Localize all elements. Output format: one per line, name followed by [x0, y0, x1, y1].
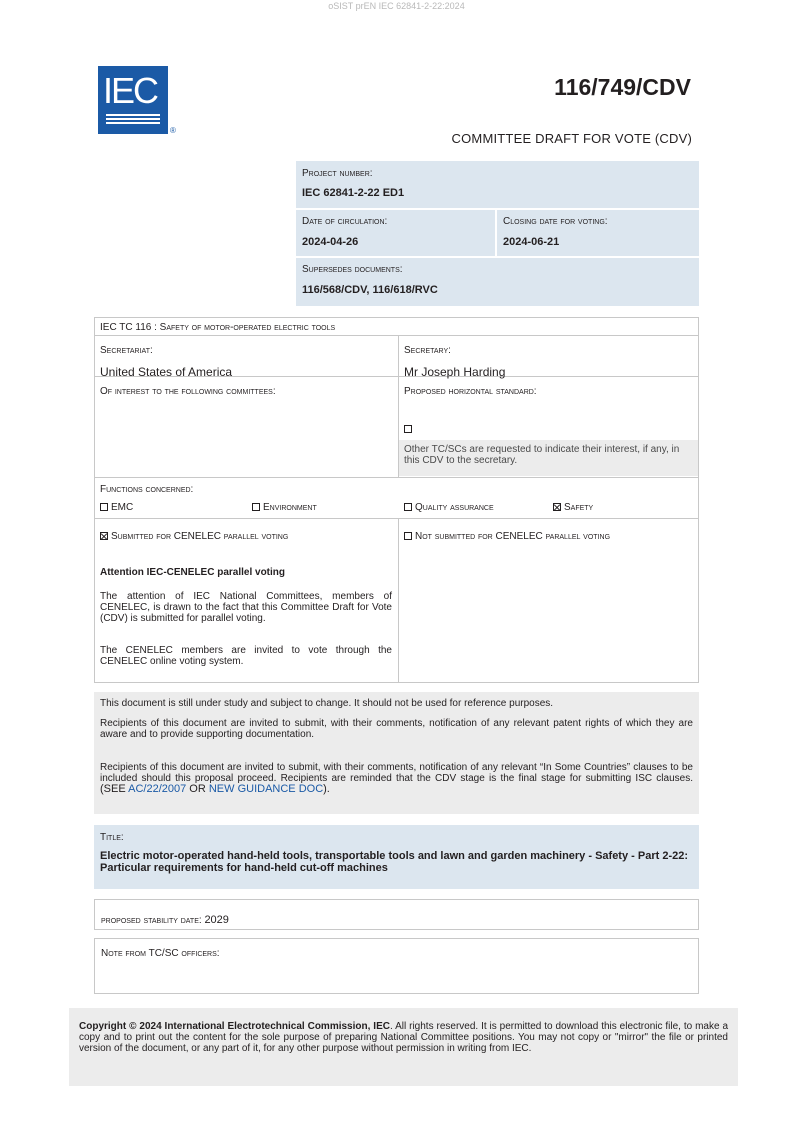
notice-paragraph-2: Recipients of this document are invited to submit, with their comments, notification of any relevant patent rights of which they are aware and to provide supporting documentation.: [100, 718, 693, 740]
ac-22-2007-link[interactable]: AC/22/2007: [128, 783, 187, 795]
secretary-value: Mr Joseph Harding: [404, 365, 506, 379]
closing-date-cell: [497, 210, 699, 256]
function-emc-label: EMC: [111, 502, 134, 513]
copyright-box: [69, 1008, 738, 1086]
stability-line: [101, 910, 229, 928]
closing-date-value: 2024-06-21: [503, 236, 560, 248]
note-box: [94, 938, 699, 994]
supersedes-cell: [296, 258, 699, 306]
note-label: Note from TC/SC officers:: [101, 948, 220, 959]
secretary-label: Secretary:: [404, 345, 451, 356]
not-submitted-cenelec[interactable]: [404, 531, 610, 542]
copyright-body: . All rights reserved. It is permitted to download this electronic file, to make a copy and to print out the content for the sole purpose of preparing National Committee positions. You may not copy or "mirror" the file or printed version of the document, or any part of it, for any other purpose without permission in writing from IEC.: [79, 1021, 729, 1054]
closing-date-label: Closing date for voting:: [503, 216, 608, 227]
notice-paragraph-3-text: Recipients of this document are invited to submit, with their comments, notification of any relevant “In Some Countries” clauses to be included should this proposal proceed. Recipients are reminded that the CDV stage is the final stage for submitting ISC clauses.: [100, 762, 693, 784]
tc-prefix: IEC TC 116 :: [100, 322, 160, 333]
stability-label: proposed stability date:: [101, 915, 205, 926]
tc-name: Safety of motor-operated electric tools: [159, 322, 336, 333]
checked-checkbox-icon: [553, 503, 561, 511]
title-box: [94, 825, 699, 889]
see-close: ).: [323, 783, 330, 795]
circulation-date-label: Date of circulation:: [302, 216, 388, 227]
horizontal-standard-label: Proposed horizontal standard:: [404, 386, 537, 397]
notice-box: [94, 692, 699, 814]
function-environment-label: Environment: [263, 502, 317, 513]
attention-paragraph-1: The attention of IEC National Committees, members of CENELEC, is drawn to the fact that this Committee Draft for Vote (CDV) is submitted for parallel voting.: [100, 591, 392, 624]
not-submitted-cenelec-label: Not submitted for CENELEC parallel voting: [415, 531, 611, 542]
function-safety[interactable]: [553, 502, 593, 513]
document-type: COMMITTEE DRAFT FOR VOTE (CDV): [451, 131, 692, 146]
checkbox-icon: [100, 503, 108, 511]
interest-label: Of interest to the following committees:: [100, 386, 276, 397]
notice-paragraph-1: This document is still under study and subject to change. It should not be used for reference purposes.: [100, 698, 554, 709]
function-quality-label: Quality assurance: [415, 502, 494, 513]
checkbox-icon: [404, 532, 412, 540]
checkbox-icon: [404, 503, 412, 511]
title-label: Title:: [100, 832, 124, 843]
see-open: (SEE: [100, 783, 129, 795]
circulation-date-cell: [296, 210, 495, 256]
checkbox-icon: [404, 425, 412, 433]
copyright-bold: Copyright © 2024 International Electrotechnical Commission, IEC: [79, 1021, 390, 1032]
horizontal-standard-checkbox[interactable]: [404, 419, 415, 437]
notice-paragraph-3: [100, 762, 693, 795]
submitted-cenelec-label: Submitted for CENELEC parallel voting: [111, 531, 289, 542]
checkbox-icon: [252, 503, 260, 511]
logo-lines: [106, 112, 160, 124]
function-environment[interactable]: [252, 502, 317, 513]
project-number-label: Project number:: [302, 168, 373, 179]
attention-paragraph-2: The CENELEC members are invited to vote through the CENELEC online voting system.: [100, 645, 392, 667]
horizontal-standard-note: Other TC/SCs are requested to indicate their interest, if any, in this CDV to the secretary.: [404, 444, 680, 466]
watermark: oSIST prEN IEC 62841-2-22:2024: [328, 1, 465, 11]
iec-logo: [98, 66, 168, 134]
function-safety-label: Safety: [564, 502, 594, 513]
registered-mark: ®: [170, 126, 176, 135]
function-quality[interactable]: [404, 502, 494, 513]
title-value: Electric motor-operated hand-held tools, transportable tools and lawn and garden machinery - Safety - Part 2-22: Particular requirements for hand-held cut-off machines: [100, 850, 689, 874]
or-text: OR: [186, 783, 209, 795]
checked-checkbox-icon: [100, 532, 108, 540]
copyright-text: [79, 1021, 728, 1054]
committee-table: [94, 317, 699, 683]
functions-label: Functions concerned:: [100, 484, 194, 495]
stability-box: [94, 899, 699, 930]
supersedes-label: Supersedes documents:: [302, 264, 403, 275]
logo-text: IEC: [103, 70, 158, 111]
secretariat-value: United States of America: [100, 365, 233, 379]
secretariat-label: Secretariat:: [100, 345, 153, 356]
supersedes-value: 116/568/CDV, 116/618/RVC: [302, 284, 438, 296]
circulation-date-value: 2024-04-26: [302, 236, 359, 248]
project-number-value: IEC 62841-2-22 ED1: [302, 187, 405, 199]
function-emc[interactable]: [100, 502, 133, 513]
document-number: 116/749/CDV: [554, 74, 691, 100]
attention-title: Attention IEC-CENELEC parallel voting: [100, 567, 286, 578]
new-guidance-doc-link[interactable]: NEW GUIDANCE DOC: [208, 783, 324, 795]
project-number-cell: [296, 161, 699, 208]
submitted-cenelec[interactable]: [100, 531, 288, 542]
stability-value: 2029: [204, 914, 229, 926]
tc-heading: [100, 322, 335, 333]
